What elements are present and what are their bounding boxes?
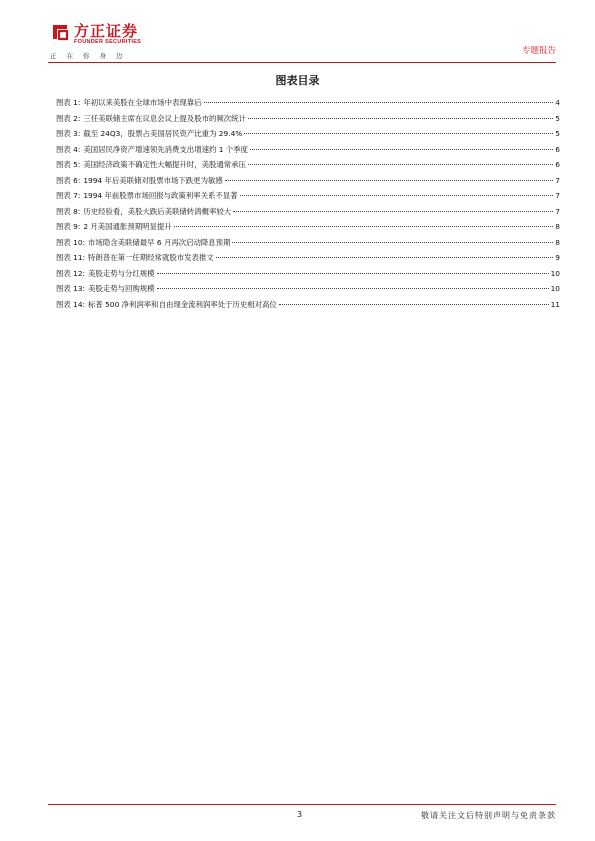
founder-securities-logo — [48, 18, 168, 50]
disclaimer-notice: 敬请关注文后特别声明与免责条款 — [421, 811, 556, 820]
toc-dot-leader — [250, 149, 553, 150]
toc-entry-page: 8 — [555, 237, 560, 247]
brand-tagline: 正在你身边 — [50, 52, 133, 60]
toc-entry[interactable] — [56, 252, 560, 268]
logo-english-name: FOUNDER SECURITIES — [74, 39, 142, 45]
toc-entry[interactable] — [56, 190, 560, 206]
toc-dot-leader — [248, 164, 553, 165]
toc-entry-title: 1994 年后美联储对股票市场下跌更为敏感 — [83, 175, 223, 185]
logo-chinese-name: 方正证券 — [74, 22, 139, 40]
toc-entry[interactable] — [56, 221, 560, 237]
toc-entry-page: 4 — [555, 98, 560, 107]
toc-entry-title: 市场隐含美联储最早 6 月再次启动降息预期 — [88, 237, 231, 247]
toc-entry-page: 7 — [555, 206, 560, 216]
toc-entry-page: 10 — [550, 268, 560, 278]
toc-entry-label: 图表 12: — [56, 268, 86, 278]
toc-dot-leader — [216, 257, 554, 258]
toc-entry-label: 图表 2: — [56, 113, 81, 123]
toc-entry-label: 图表 11: — [56, 253, 86, 262]
toc-dot-leader — [204, 102, 554, 103]
toc-dot-leader — [174, 226, 554, 227]
toc-entry-label: 图表 3: — [56, 129, 81, 138]
toc-dot-leader — [233, 211, 553, 212]
toc-entry-title: 美股走势与回购规模 — [88, 284, 155, 293]
toc-entry-title: 特朗普在第一任期经常就股市发表推文 — [88, 253, 214, 262]
toc-entry-title: 1994 年前股票市场回报与政策利率关系不显著 — [83, 191, 238, 200]
toc-entry-label: 图表 14: — [56, 299, 86, 309]
toc-entry[interactable] — [56, 175, 560, 191]
page-number: 3 — [297, 810, 303, 819]
toc-dot-leader — [279, 304, 549, 305]
toc-entry-page: 6 — [555, 144, 560, 154]
toc-dot-leader — [225, 180, 554, 181]
toc-entry-label: 图表 13: — [56, 284, 86, 293]
founder-logo-icon — [50, 22, 70, 42]
toc-entry[interactable] — [56, 237, 560, 253]
toc-entry-page: 5 — [555, 113, 560, 123]
toc-entry-page: 10 — [550, 284, 560, 293]
toc-entry-page: 8 — [555, 222, 560, 231]
toc-entry-page: 11 — [550, 299, 560, 309]
toc-entry-label: 图表 5: — [56, 160, 81, 169]
toc-dot-leader — [157, 288, 549, 289]
toc-entry-page: 7 — [555, 191, 560, 200]
toc-entry[interactable] — [56, 128, 560, 144]
toc-entry-title: 三任美联储主席在议息会议上提及股市的频次统计 — [83, 113, 246, 123]
toc-entry-label: 图表 7: — [56, 191, 81, 200]
toc-entry-title: 美国居民净资产增速领先消费支出增速约 1 个季度 — [83, 144, 248, 154]
report-type-label: 专题报告 — [521, 46, 556, 56]
toc-entry[interactable] — [56, 97, 560, 113]
toc-dot-leader — [244, 133, 553, 134]
toc-entry-title: 美国经济政策不确定性大幅提升时，美股通常承压 — [83, 160, 246, 169]
toc-entry[interactable] — [56, 206, 560, 222]
toc-entry-page: 7 — [555, 175, 560, 185]
toc-entry-title: 历史经验看，美股大跌后美联储转鸽概率较大 — [83, 206, 232, 216]
footer-divider — [48, 804, 556, 805]
toc-entry-page: 9 — [555, 253, 560, 262]
toc-entry-label: 图表 10: — [56, 237, 86, 247]
toc-entry[interactable] — [56, 113, 560, 129]
toc-entry[interactable] — [56, 268, 560, 284]
toc-entry-title: 2 月美国通胀预期明显提升 — [83, 222, 172, 231]
toc-entry-label: 图表 4: — [56, 144, 81, 154]
toc-entry-label: 图表 1: — [56, 98, 81, 107]
toc-dot-leader — [240, 195, 554, 196]
toc-entry-title: 年初以来美股在全球市场中表现靠后 — [83, 98, 202, 107]
page-header — [48, 18, 556, 62]
toc-entry[interactable] — [56, 299, 560, 315]
toc-entry-title: 标普 500 净利润率和自由现金流利润率处于历史相对高位 — [88, 299, 277, 309]
toc-entry-title: 美股走势与分红规模 — [88, 268, 155, 278]
toc-entry-label: 图表 8: — [56, 206, 81, 216]
toc-dot-leader — [248, 118, 553, 119]
toc-entry[interactable] — [56, 283, 560, 299]
chart-table-of-contents — [56, 97, 560, 314]
toc-entry[interactable] — [56, 159, 560, 175]
toc-title: 图表目录 — [275, 74, 320, 87]
toc-entry-page: 6 — [555, 160, 560, 169]
toc-entry-page: 5 — [555, 129, 560, 138]
toc-entry-title: 截至 24Q3，股票占美国居民资产比重为 29.4% — [83, 129, 243, 138]
toc-dot-leader — [232, 242, 553, 243]
header-divider — [48, 62, 556, 63]
toc-entry[interactable] — [56, 144, 560, 160]
toc-entry-label: 图表 9: — [56, 222, 81, 231]
toc-dot-leader — [157, 273, 549, 274]
toc-entry-label: 图表 6: — [56, 175, 81, 185]
